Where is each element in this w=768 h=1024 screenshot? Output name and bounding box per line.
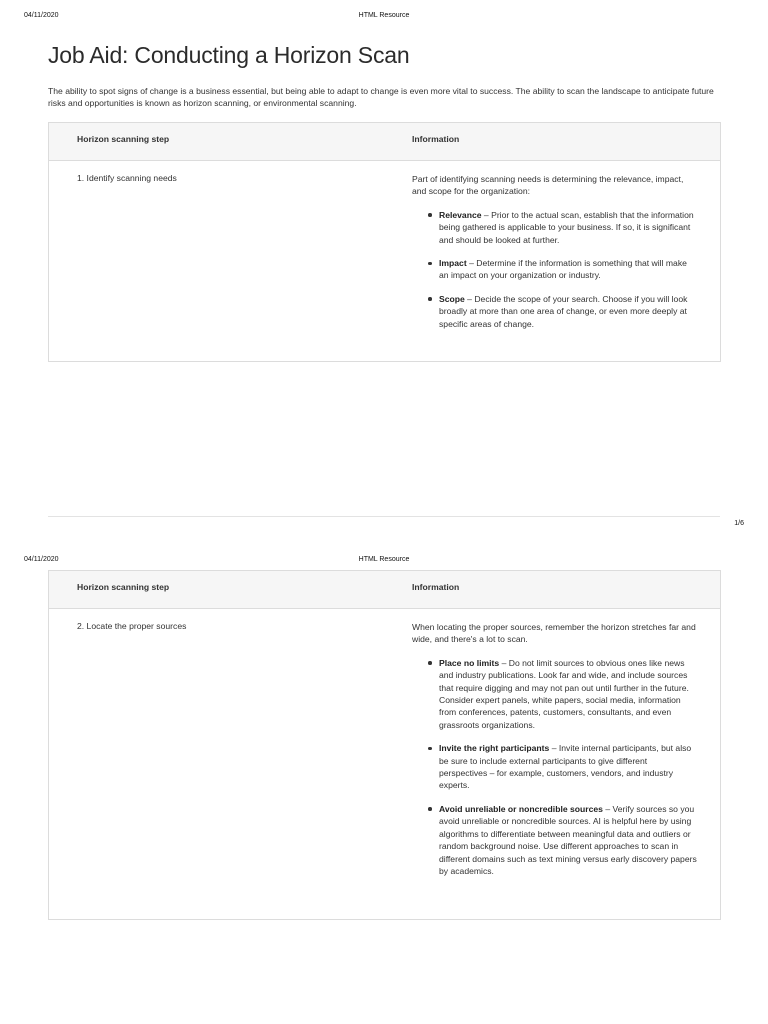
info-intro: When locating the proper sources, remember the horizon stretches far and wide, and there's a lot to scan. [412, 622, 696, 645]
bullet-text: – Verify sources so you avoid unreliable or noncredible sources. AI is helpful here by using algorithms to differentiate between meaningful data and outliers or random background noise. Use different approaches to scan in different domains such as text mining versus early discovery papers by academics. [439, 803, 697, 876]
page-divider [48, 516, 720, 517]
bullet-list [412, 209, 697, 330]
bullet-text: – Do not limit sources to obvious ones like news and industry publications. Look far and wide, and include sources that require digging and may not pan out until further in the future. Consider expert panels, white papers, social media, information from conferences, patents, customers, consultants, and even grassroots organizations. [439, 657, 689, 730]
bullet-text: – Determine if the information is something that will make an impact on your organization or industry. [439, 258, 687, 281]
bullet-term: Impact [439, 258, 467, 269]
bullet-text: – Prior to the actual scan, establish that the information being gathered is applicable to your business. If so, it is significant and should be looked at further. [439, 209, 694, 245]
step-label: 2. Locate the proper sources [77, 621, 187, 631]
bullet-item [428, 657, 697, 731]
print-date: 04/11/2020 [24, 12, 59, 19]
bullet-item [428, 257, 697, 282]
print-title: HTML Resource [358, 556, 410, 563]
bullet-text: – Invite internal participants, but also be sure to include external participants to give different perspectives – for example, customers, vendors, and industry experts. [439, 743, 692, 791]
horizon-scan-table [48, 122, 721, 362]
step-information [412, 621, 697, 888]
bullet-item [428, 209, 697, 246]
bullet-term: Place no limits [439, 657, 500, 668]
bullet-list [412, 657, 697, 878]
info-intro: Part of identifying scanning needs is determining the relevance, impact, and scope for the organization: [412, 174, 684, 197]
table-header [49, 571, 720, 609]
page-title: Job Aid: Conducting a Horizon Scan [48, 42, 410, 68]
bullet-term: Scope [439, 293, 465, 304]
bullet-term: Avoid unreliable or noncredible sources [439, 803, 603, 814]
intro-paragraph: The ability to spot signs of change is a business essential, but being able to adapt to change is even more vital to success. The ability to scan the landscape to anticipate future risks and opportunities is known as horizon scanning, or environmental scanning. [48, 86, 714, 108]
page-number: 1/6 [734, 520, 744, 527]
print-date: 04/11/2020 [24, 556, 59, 563]
bullet-term: Invite the right participants [439, 743, 550, 754]
bullet-item [428, 803, 697, 877]
horizon-scan-table-continued [48, 570, 721, 920]
bullet-item [428, 293, 697, 330]
bullet-text: – Decide the scope of your search. Choose if you will look broadly at more than one area of change, or even more deeply at specific areas of change. [439, 293, 688, 329]
bullet-item [428, 742, 697, 792]
header-information: Information [412, 582, 460, 592]
table-header [49, 123, 720, 161]
step-label: 1. Identify scanning needs [77, 173, 177, 183]
header-step: Horizon scanning step [77, 134, 170, 144]
print-title: HTML Resource [358, 12, 410, 19]
print-header [0, 12, 768, 24]
bullet-term: Relevance [439, 209, 482, 220]
print-header [0, 556, 768, 568]
header-information: Information [412, 134, 460, 144]
step-information [412, 173, 697, 341]
header-step: Horizon scanning step [77, 582, 170, 592]
